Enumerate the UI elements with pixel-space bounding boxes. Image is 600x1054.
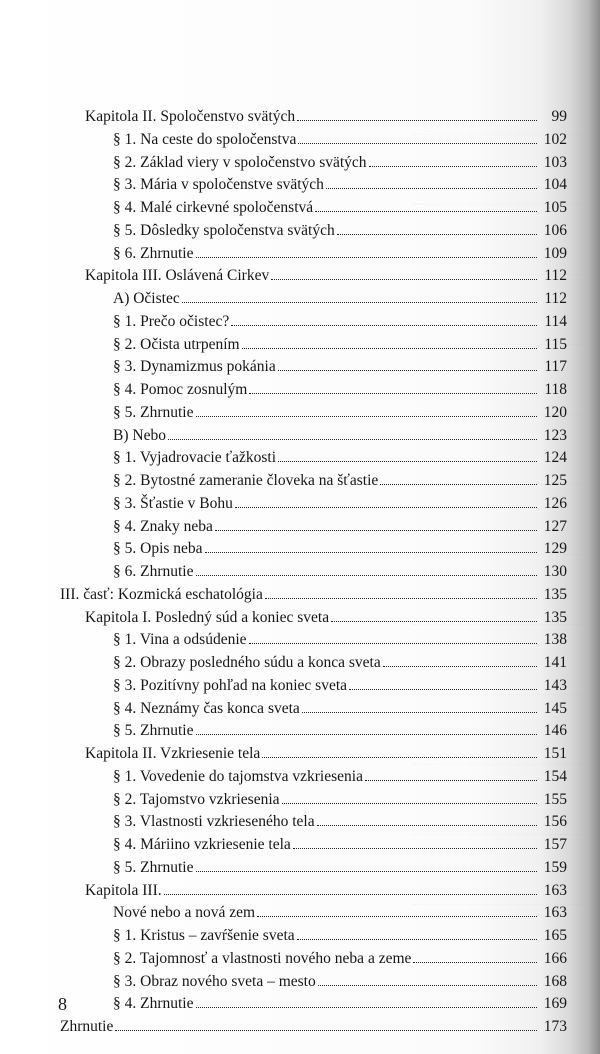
- dot-leader: [315, 211, 537, 212]
- toc-entry-page: 102: [543, 130, 567, 148]
- toc-entry-page: 163: [543, 881, 567, 899]
- dot-leader: [297, 939, 537, 940]
- dot-leader: [205, 552, 537, 553]
- toc-entry-title: Kapitola III.: [85, 881, 162, 899]
- dot-leader: [349, 689, 537, 690]
- toc-entry: [113, 447, 567, 470]
- toc-entry-page: 109: [543, 244, 567, 262]
- toc-entry-title: Kapitola II. Spoločenstvo svätých: [85, 108, 296, 125]
- toc-entry: [113, 857, 567, 880]
- dot-leader: [318, 985, 537, 986]
- toc-entry-page: 145: [543, 699, 567, 717]
- toc-entry-page: 173: [543, 1018, 567, 1035]
- dot-leader: [282, 803, 537, 804]
- toc-entry-title: § 4. Znaky neba: [113, 517, 213, 535]
- toc-entry-page: 156: [543, 813, 567, 831]
- toc-entry: [85, 265, 567, 288]
- toc-entry-title: § 3. Dynamizmus pokánia: [113, 358, 276, 376]
- toc-entry-title: § 3. Pozitívny pohľad na koniec sveta: [113, 676, 348, 694]
- toc-entry-page: 143: [543, 676, 567, 694]
- dot-leader: [257, 916, 537, 917]
- toc-entry-title: A) Očistec: [113, 290, 180, 307]
- toc-entry-title: § 5. Dôsledky spoločenstva svätých: [113, 221, 335, 239]
- toc-entry-title: § 1. Vina a odsúdenie: [113, 631, 247, 649]
- toc-entry: [113, 174, 567, 197]
- toc-entry-title: § 5. Zhrnutie: [113, 858, 194, 876]
- toc-entry: [113, 197, 567, 220]
- dot-leader: [302, 712, 537, 713]
- toc-entry-title: § 2. Bytostné zameranie človeka na šťastie: [113, 472, 379, 489]
- toc-entry-title: § 4. Máriino vzkriesenie tela: [113, 836, 291, 853]
- toc-entry: [113, 220, 567, 243]
- toc-entry-page: 165: [543, 927, 567, 944]
- dot-leader: [182, 302, 537, 303]
- dot-leader: [196, 416, 538, 417]
- toc-entry: [113, 311, 567, 334]
- dot-leader: [365, 780, 537, 781]
- toc-entry: [113, 425, 567, 448]
- toc-entry-page: 169: [543, 995, 567, 1013]
- dot-leader: [215, 530, 537, 531]
- toc-entry: [113, 993, 567, 1016]
- toc-entry-title: § 3. Vlastnosti vzkrieseného tela: [113, 813, 315, 831]
- dot-leader: [278, 370, 537, 371]
- toc-entry-page: 166: [543, 949, 567, 967]
- dot-leader: [196, 871, 538, 872]
- toc-entry-page: 163: [543, 904, 567, 922]
- dot-leader: [164, 894, 537, 895]
- toc-entry-title: Kapitola II. Vzkriesenie tela: [85, 745, 261, 762]
- toc-entry: [113, 675, 567, 698]
- toc-entry: [113, 379, 567, 402]
- toc-entry-title: III. časť: Kozmická eschatológia: [60, 585, 263, 603]
- toc-entry: [113, 493, 567, 516]
- toc-entry-page: 141: [543, 654, 567, 671]
- toc-entry: [113, 925, 567, 948]
- toc-entry-title: § 1. Kristus – zavŕšenie sveta: [113, 927, 295, 944]
- toc-entry: [113, 243, 567, 266]
- dot-leader: [383, 666, 537, 667]
- toc-entry-title: § 2. Očista utrpením: [113, 335, 240, 353]
- toc-entry-page: 138: [543, 631, 567, 649]
- toc-entry: [113, 811, 567, 834]
- toc-entry-page: 104: [543, 176, 567, 194]
- toc-entry: [113, 834, 567, 857]
- toc-entry-page: 123: [543, 426, 567, 444]
- dot-leader: [196, 734, 538, 735]
- toc-entry-page: 103: [543, 153, 567, 171]
- toc-entry: [113, 789, 567, 812]
- dot-leader: [196, 1007, 538, 1008]
- toc-entry-title: Nové nebo a nová zem: [113, 904, 256, 922]
- toc-entry-title: § 3. Šťastie v Bohu: [113, 494, 233, 512]
- toc-entry: [113, 129, 567, 152]
- toc-entry: [85, 106, 567, 129]
- toc-entry-title: § 2. Tajomstvo vzkriesenia: [113, 790, 280, 808]
- toc-entry: [113, 470, 567, 493]
- toc-entry: [113, 561, 567, 584]
- dot-leader: [235, 507, 537, 508]
- dot-leader: [196, 257, 538, 258]
- toc-entry: [113, 538, 567, 561]
- toc-entry-title: § 6. Zhrnutie: [113, 244, 194, 262]
- dot-leader: [337, 234, 537, 235]
- toc-entry-page: 112: [544, 290, 567, 307]
- toc-entry-page: 154: [543, 767, 567, 785]
- toc-entry: [113, 902, 567, 925]
- dot-leader: [262, 757, 537, 758]
- toc-entry: [113, 516, 567, 539]
- toc-entry-title: Kapitola III. Oslávená Cirkev: [85, 267, 270, 285]
- toc-entry-page: 126: [543, 494, 567, 512]
- toc-entry-title: Kapitola I. Posledný súd a koniec sveta: [85, 608, 330, 626]
- table-of-contents: [60, 106, 567, 1039]
- dot-leader: [369, 166, 537, 167]
- toc-entry-page: 151: [543, 745, 567, 762]
- dot-leader: [196, 575, 538, 576]
- dot-leader: [168, 439, 537, 440]
- toc-entry: [85, 880, 567, 903]
- toc-entry: [60, 584, 567, 607]
- toc-entry-page: 157: [543, 836, 567, 853]
- toc-entry-title: § 4. Zhrnutie: [113, 995, 194, 1013]
- toc-entry-page: 159: [543, 858, 567, 876]
- toc-entry-page: 146: [543, 722, 567, 740]
- toc-entry-page: 130: [543, 563, 567, 580]
- toc-entry-title: § 5. Zhrnutie: [113, 722, 194, 740]
- toc-entry: [113, 948, 567, 971]
- dot-leader: [278, 461, 537, 462]
- toc-entry: [113, 720, 567, 743]
- dot-leader: [331, 621, 537, 622]
- toc-entry-page: 117: [544, 358, 567, 376]
- toc-entry-page: 99: [551, 108, 567, 125]
- toc-entry: [85, 743, 567, 766]
- toc-entry-title: § 1. Prečo očistec?: [113, 312, 230, 330]
- toc-entry: [113, 971, 567, 994]
- dot-leader: [231, 325, 537, 326]
- toc-entry: [113, 652, 567, 675]
- toc-entry: [113, 698, 567, 721]
- toc-entry-title: § 3. Mária v spoločenstve svätých: [113, 176, 324, 194]
- toc-entry-title: § 4. Pomoc zosnulým: [113, 381, 248, 398]
- toc-entry: [113, 629, 567, 652]
- toc-entry-title: § 5. Zhrnutie: [113, 403, 194, 421]
- dot-leader: [413, 962, 537, 963]
- dot-leader: [242, 348, 537, 349]
- toc-entry-title: § 3. Obraz nového sveta – mesto: [113, 972, 316, 990]
- dot-leader: [297, 120, 537, 121]
- dot-leader: [271, 279, 537, 280]
- dot-leader: [326, 188, 537, 189]
- toc-entry-page: 118: [544, 381, 567, 398]
- toc-entry-page: 105: [543, 199, 567, 216]
- toc-entry-page: 115: [544, 335, 567, 353]
- toc-entry-page: 127: [543, 517, 567, 535]
- toc-entry-title: § 1. Na ceste do spoločenstva: [113, 130, 297, 148]
- toc-entry-page: 106: [543, 221, 567, 239]
- toc-entry: [113, 152, 567, 175]
- dot-leader: [249, 393, 537, 394]
- toc-entry-page: 135: [543, 608, 567, 626]
- toc-entry-title: B) Nebo: [113, 426, 166, 444]
- toc-entry-title: § 5. Opis neba: [113, 540, 203, 558]
- dot-leader: [249, 643, 537, 644]
- toc-entry-title: Zhrnutie: [60, 1018, 114, 1035]
- toc-entry: [113, 288, 567, 311]
- dot-leader: [293, 848, 537, 849]
- dot-leader: [317, 825, 537, 826]
- toc-entry-title: § 1. Vovedenie do tajomstva vzkriesenia: [113, 767, 363, 785]
- page-number: 8: [58, 994, 67, 1014]
- toc-entry: [113, 356, 567, 379]
- toc-entry-page: 124: [543, 449, 567, 467]
- dot-leader: [298, 143, 537, 144]
- dot-leader: [380, 484, 537, 485]
- dot-leader: [115, 1030, 537, 1031]
- toc-entry-page: 129: [543, 540, 567, 558]
- toc-entry-page: 112: [544, 267, 567, 285]
- toc-entry-title: § 6. Zhrnutie: [113, 563, 194, 580]
- toc-entry-title: § 4. Malé cirkevné spoločenstvá: [113, 199, 314, 216]
- toc-entry-title: § 2. Základ viery v spoločenstvo svätých: [113, 153, 367, 171]
- toc-entry-title: § 1. Vyjadrovacie ťažkosti: [113, 449, 277, 467]
- toc-entry-page: 168: [543, 972, 567, 990]
- toc-entry-page: 155: [543, 790, 567, 808]
- toc-entry-page: 114: [544, 312, 567, 330]
- toc-entry-page: 120: [543, 403, 567, 421]
- toc-entry: [60, 1016, 567, 1039]
- toc-entry-page: 135: [543, 585, 567, 603]
- toc-entry-page: 125: [543, 472, 567, 489]
- toc-entry: [113, 402, 567, 425]
- toc-entry: [85, 607, 567, 630]
- toc-entry-title: § 2. Tajomnosť a vlastnosti nového neba a zeme: [113, 949, 412, 967]
- toc-entry-title: § 2. Obrazy posledného súdu a konca sveta: [113, 654, 381, 671]
- toc-entry: [113, 334, 567, 357]
- toc-entry-title: § 4. Neznámy čas konca sveta: [113, 699, 300, 717]
- dot-leader: [265, 598, 537, 599]
- toc-entry: [113, 766, 567, 789]
